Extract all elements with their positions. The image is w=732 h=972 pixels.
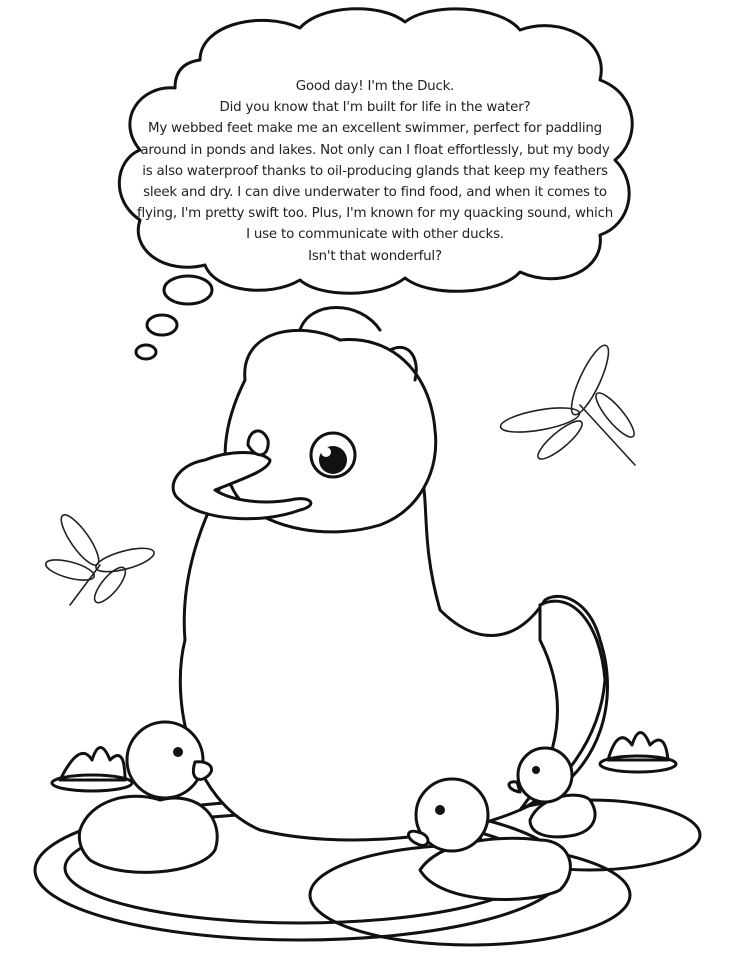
speech-bubble-text <box>130 76 620 267</box>
dragonfly-right <box>499 341 639 465</box>
bubble-line: around in ponds and lakes. Not only can I float effortlessly, but my body <box>140 142 610 158</box>
thought-dot-medium <box>147 315 177 335</box>
bubble-line: Isn't that wonderful? <box>308 248 442 264</box>
duckling-left <box>79 722 217 872</box>
thought-dot-small <box>136 345 156 359</box>
thought-dot-large <box>164 276 212 304</box>
bubble-line: is also waterproof thanks to oil-producing glands that keep my feathers <box>142 163 608 179</box>
lily-flower-left <box>52 748 132 792</box>
bubble-line: sleek and dry. I can dive underwater to find food, and when it comes to <box>143 185 607 201</box>
bubble-line: Good day! I'm the Duck. <box>295 79 455 94</box>
bubble-line: flying, I'm pretty swift too. Plus, I'm known for my quacking sound, which <box>136 206 614 222</box>
dragonfly-left <box>44 510 157 607</box>
bubble-line: My webbed feet make me an excellent swimmer, perfect for paddling <box>148 121 602 137</box>
bubble-line: I use to communicate with other ducks. <box>246 227 504 243</box>
bubble-line: Did you know that I'm built for life in the water? <box>219 100 531 116</box>
lily-flower-right <box>600 733 676 773</box>
